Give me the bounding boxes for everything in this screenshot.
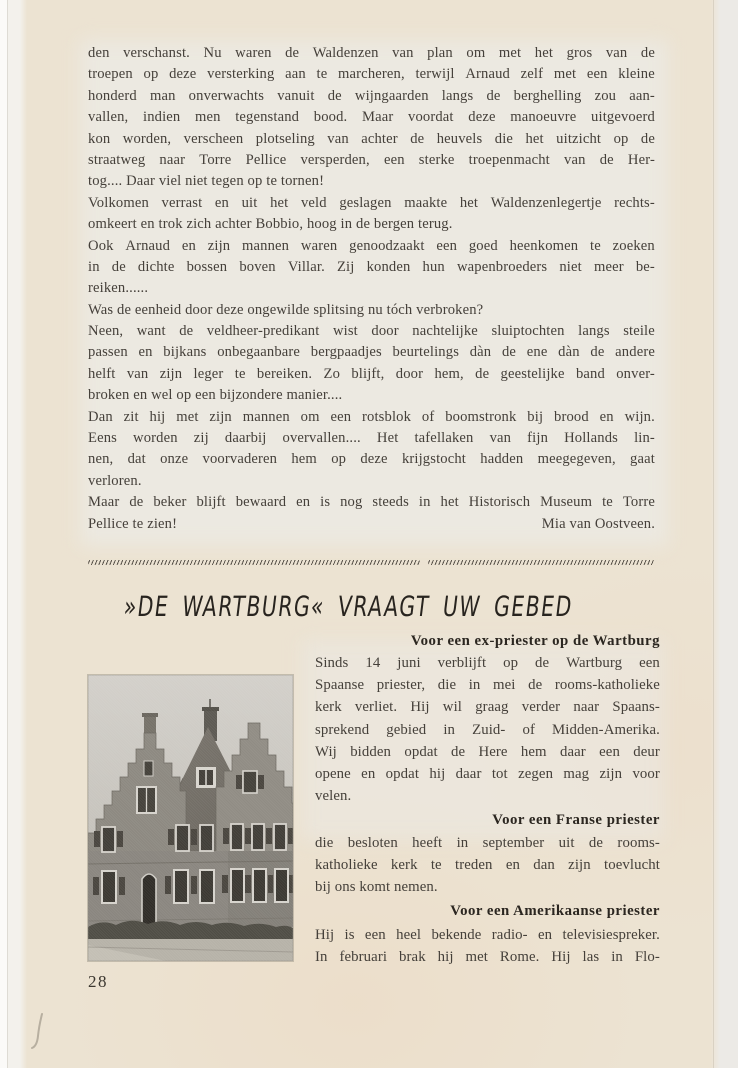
photo-left-gable	[88, 733, 186, 925]
text-line: Eens worden zij daarbij overvallen.... Het tafellaken van fijn Hollands lin-	[88, 430, 655, 447]
closing-text: Pellice te zien!	[88, 516, 178, 532]
text-line: honderd man onverwachts vanuit de wijngaarden langs de berghelling zou aan-	[88, 87, 655, 104]
text-line: reiken......	[88, 280, 149, 297]
photo-upper-windows	[94, 824, 293, 852]
text-line: Sinds 14 juni verblijft op de Wartburg een	[315, 655, 660, 671]
subsection-amerikaanse-priester	[315, 901, 660, 968]
text-line: straatweg naar Torre Pellice versperden, een sterke troepenmacht van de Her-	[88, 151, 655, 168]
page-number: 28	[88, 972, 108, 991]
text-line: nen, dat onze voorvaderen hem op deze krijgstocht hadden meegegeven, gaat	[88, 451, 655, 468]
photo-road	[88, 939, 293, 961]
article-closing-line	[88, 514, 655, 535]
subsection-heading: Voor een Franse priester	[492, 812, 660, 828]
photo-sky	[88, 675, 293, 937]
photo-facade	[88, 851, 293, 927]
subsection-heading: Voor een ex-priester op de Wartburg	[410, 633, 660, 649]
text-line: Volkomen verrast en uit het veld geslagen maakte het Waldenzenlegertje rechts-	[88, 194, 655, 211]
subsection-ex-priester	[315, 631, 660, 807]
text-line: bij ons komt nemen.	[315, 879, 438, 896]
text-line: die besloten heeft in september uit de rooms-	[315, 835, 660, 851]
text-line: tog.... Daar viel niet tegen op te tornen!	[88, 173, 325, 190]
photo-right-gable	[216, 723, 293, 925]
section-divider	[88, 560, 655, 565]
author-name: Mia van Oostveen.	[541, 516, 655, 532]
photo-door	[142, 874, 156, 925]
text-line: Dan zit hij met zijn mannen om een rotsblok of boomstronk bij brood en wijn.	[88, 408, 655, 425]
photo-hedge	[88, 921, 293, 945]
text-line: velen.	[315, 788, 352, 805]
text-line: Was de eenheid door deze ongewilde splitsing nu tóch verbroken?	[88, 301, 484, 318]
subsection-text	[315, 652, 660, 807]
text-line: vallen, indien men tegenstand bood. Maar voordat deze manoeuvre uitgevoerd	[88, 109, 655, 126]
text-line: den verschanst. Nu waren de Waldenzen van plan om met het gros van de	[88, 45, 655, 61]
text-line: sprekend gebied in Zuid- of Midden-Amerika.	[315, 721, 660, 738]
scan-edge-right	[711, 0, 738, 1068]
text-line: Ook Arnaud en zijn mannen waren genoodzaakt een goed heenkomen te zoeken	[88, 237, 655, 254]
text-line: troepen op deze versterking aan te marcheren, terwijl Arnaud zelf met een kleine	[88, 66, 655, 83]
text-line: helft van zijn leger te bereiken. Zo blijft, door hem, de geestelijke band onver-	[88, 365, 655, 382]
divider-segment	[428, 560, 655, 565]
text-line: broken en wel op een bijzondere manier....	[88, 387, 343, 404]
ink-mark	[28, 1010, 50, 1052]
text-line: opene en opdat hij daar tot zegen mag zijn voor	[315, 765, 660, 782]
text-line: in de dichte bossen boven Villar. Zij konden hun wapenbroeders niet meer be-	[88, 258, 655, 275]
subsection-text	[315, 924, 660, 968]
text-line: passen en bijkans onbegaanbare bergpaadjes beurtelings dàn de ene dàn de andere	[88, 344, 655, 361]
building-photo	[88, 675, 293, 961]
text-line: Hij is een heel bekende radio- en televisiespreker.	[315, 927, 660, 943]
subsection-franse-priester	[315, 810, 660, 899]
text-line: kon worden, verscheen plotseling van achter de heuvels die het uitzicht op de	[88, 130, 655, 147]
divider-segment	[88, 560, 420, 565]
subsection-heading: Voor een Amerikaanse priester	[450, 903, 660, 919]
text-line: Spaanse priester, die in mei de rooms-katholieke	[315, 677, 660, 694]
article-text	[88, 43, 655, 514]
section-title: »DE WARTBURG« VRAAGT UW GEBED	[121, 590, 575, 623]
text-line: omkeert en trok zich achter Bobbio, hoog in de bergen terug.	[88, 216, 453, 233]
text-line: katholieke kerk te treden en dan zijn toevlucht	[315, 857, 660, 874]
scan-edge-left	[0, 0, 27, 1068]
photo-roof	[146, 727, 272, 853]
text-line: verloren.	[88, 472, 142, 489]
text-line: kerk verliet. Hij wil graag verder naar Spaans-	[315, 699, 660, 716]
text-line: Wij bidden opdat de Here hem daar een deur	[315, 743, 660, 760]
text-line: Neen, want de veldheer-predikant wist door nachtelijke sluiptochten langs steile	[88, 323, 655, 340]
subsection-text	[315, 832, 660, 899]
photo-lower-windows	[93, 869, 293, 925]
text-line: In februari brak hij met Rome. Hij las in Flo-	[315, 949, 660, 966]
text-line: Maar de beker blijft bewaard en is nog steeds in het Historisch Museum te Torre	[88, 494, 655, 511]
